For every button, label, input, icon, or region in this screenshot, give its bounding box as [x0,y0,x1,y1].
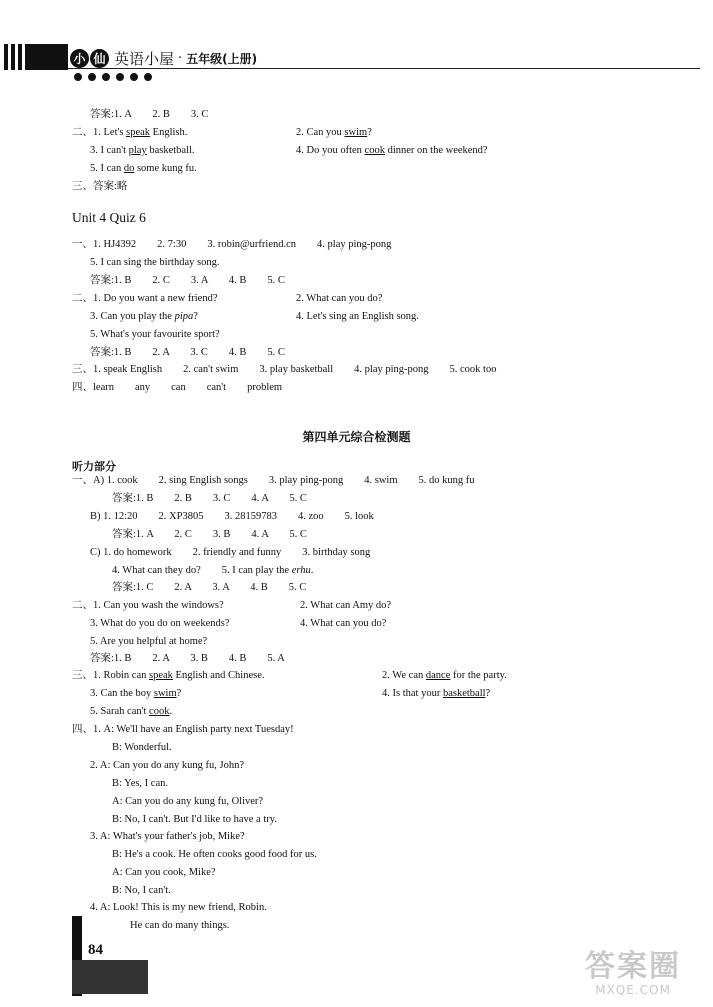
answer-line [72,180,127,193]
answer-line [112,564,313,577]
line-text: 2. We can [382,670,426,681]
line-text: 3. Can you play the [90,311,175,322]
answer-line [90,635,207,648]
answer-line [300,599,391,612]
answer-line [296,126,372,139]
line-text: 2. A: Can you do any kung fu, John? [90,760,244,771]
book-title: 英语小屋 [114,49,175,68]
answer-line [90,310,198,323]
underlined-answer: swim [153,688,177,699]
answer-line [130,919,229,932]
underlined-answer: cook [149,706,170,717]
underlined-answer: speak [149,670,173,681]
answer-line [296,292,382,305]
line-text: B: Yes, I can. [112,778,169,789]
line-text: pipa [174,311,194,322]
page-header [0,44,713,104]
answer-line [112,581,306,594]
answer-line [112,813,277,826]
underlined-answer: swim [344,127,368,138]
page-number: 84 [88,942,103,958]
grade-label: 五年级(上册) [186,51,258,66]
answer-line [90,687,181,700]
answer-line [72,238,391,251]
line-text: 三、答案:略 [72,181,128,192]
line-text: ? [193,311,198,322]
line-text: 答案:1. B 2. A 3. C 4. B 5. C [90,347,285,358]
title-separator: · [178,50,183,66]
underlined-answer: speak [126,127,151,138]
answer-line [112,528,307,541]
page-footer-block [72,960,148,994]
underlined-answer: basketball [442,688,486,699]
answer-line [72,126,187,139]
line-text: 4. Let's sing an English song. [296,311,419,322]
line-text: 3. I can't [90,145,129,156]
answer-line [90,901,267,914]
answer-line [90,830,245,843]
answer-line [90,759,244,772]
line-text: 4. Is that your [382,688,443,699]
line-text: B) 1. 12:20 2. XP3805 3. 28159783 4. zoo 5. look [90,511,374,522]
line-text: erhu [291,565,311,576]
line-text: 二、1. Can you wash the windows? [72,600,224,611]
line-text: 2. What can Amy do? [300,600,392,611]
answer-line [112,777,168,790]
line-text: 3. What do you do on weekends? [90,618,230,629]
answer-line [90,256,219,269]
line-text: some kung fu. [134,163,197,174]
line-text: 3. Can the boy [90,688,154,699]
answer-line [300,617,386,630]
watermark-url: MXQE.COM [595,983,671,997]
line-text: 4. What can they do? 5. I can play the [112,565,292,576]
logo-char-2: 仙 [90,49,109,68]
watermark-text: 答案圈 [585,949,681,984]
answer-line [90,162,197,175]
line-text: B: No, I can't. [112,885,171,896]
line-text: 5. What's your favourite sport? [90,329,220,340]
line-text: 一、A) 1. cook 2. sing English songs 3. play ping-pong 4. swim 5. do kung fu [72,475,475,486]
answer-line [296,144,488,157]
answer-line [90,108,208,121]
underlined-answer: play [128,145,147,156]
line-text: ? [367,127,372,138]
answer-line [296,310,419,323]
answer-line [90,617,229,630]
line-text: 二、1. Let's [72,127,127,138]
underlined-answer: dance [425,670,451,681]
answer-line [90,144,195,157]
line-text: 5. Are you helpful at home? [90,636,208,647]
book-logo [70,48,257,68]
line-text: 3. A: What's your father's job, Mike? [90,831,245,842]
answer-line [382,687,490,700]
line-text: . [169,706,173,717]
line-text: 答案:1. B 2. C 3. A 4. B 5. C [90,275,285,286]
line-text: 5. I can [90,163,124,174]
line-text: 2. What can you do? [296,293,383,304]
answer-line [72,474,475,487]
line-text: 答案:1. B 2. A 3. B 4. B 5. A [90,653,285,664]
line-text: 4. What can you do? [300,618,387,629]
line-text: B: No, I can't. But I'd like to have a try. [112,814,277,825]
line-text: 5. Sarah can't [90,706,150,717]
answer-line [72,292,218,305]
answer-line [112,866,216,879]
listening-label: 听力部分 [72,460,116,473]
line-text: basketball. [146,145,195,156]
answer-line [112,848,317,861]
logo-char-1: 小 [70,49,89,68]
answer-line [90,705,172,718]
line-text: B: Wonderful. [112,742,172,753]
line-text: dinner on the weekend? [384,145,488,156]
answer-line [72,381,282,394]
line-text: 答案:1. A 2. B 3. C [90,109,209,120]
line-text: 4. Do you often [296,145,365,156]
watermark [567,951,699,1001]
line-text: 答案:1. C 2. A 3. A 4. B 5. C [112,582,307,593]
line-text: A: Can you do any kung fu, Oliver? [112,796,264,807]
answer-line [72,363,496,376]
line-text: ? [176,688,182,699]
line-text: A: Can you cook, Mike? [112,867,216,878]
line-text: for the party. [450,670,507,681]
answer-line [90,652,285,665]
answer-line [382,669,507,682]
line-text: 2. Can you [296,127,345,138]
answer-line [112,741,172,754]
line-text: . [310,565,314,576]
line-text: 答案:1. B 2. B 3. C 4. A 5. C [112,493,307,504]
answer-line [72,669,265,682]
unit-title: Unit 4 Quiz 6 [72,210,146,225]
line-text: 四、learn any can can't problem [72,382,283,393]
answer-line [72,723,294,736]
line-text: 三、1. speak English 2. can't swim 3. play basketball 4. play ping-pong 5. cook too [72,364,497,375]
answer-line [112,492,307,505]
header-stripes [4,44,68,70]
line-text: English and Chinese. [172,670,265,681]
answer-line [72,599,224,612]
line-text: 5. I can sing the birthday song. [90,257,220,268]
answer-line [112,884,171,897]
answer-line [112,795,263,808]
section-title: 第四单元综合检测题 [302,430,411,444]
answer-line [90,346,285,359]
line-text: English. [150,127,188,138]
answer-line [90,510,374,523]
line-text: He can do many things. [130,920,230,931]
underlined-answer: cook [364,145,385,156]
line-text: 答案:1. A 2. C 3. B 4. A 5. C [112,529,307,540]
line-text: 三、1. Robin can [72,670,149,681]
line-text: B: He's a cook. He often cooks good food for us. [112,849,317,860]
answer-line [90,328,220,341]
underlined-answer: do [123,163,135,174]
line-text: 四、1. A: We'll have an English party next Tuesday! [72,724,294,735]
line-text: 二、1. Do you want a new friend? [72,293,218,304]
answer-line [90,546,370,559]
line-text: ? [485,688,491,699]
line-text: 一、1. HJ4392 2. 7:30 3. robin@urfriend.cn 4. play ping-pong [72,239,392,250]
line-text: C) 1. do homework 2. friendly and funny 3. birthday song [90,547,371,558]
header-dots [74,73,152,81]
answer-line [90,274,285,287]
line-text: 4. A: Look! This is my new friend, Robin. [90,902,267,913]
